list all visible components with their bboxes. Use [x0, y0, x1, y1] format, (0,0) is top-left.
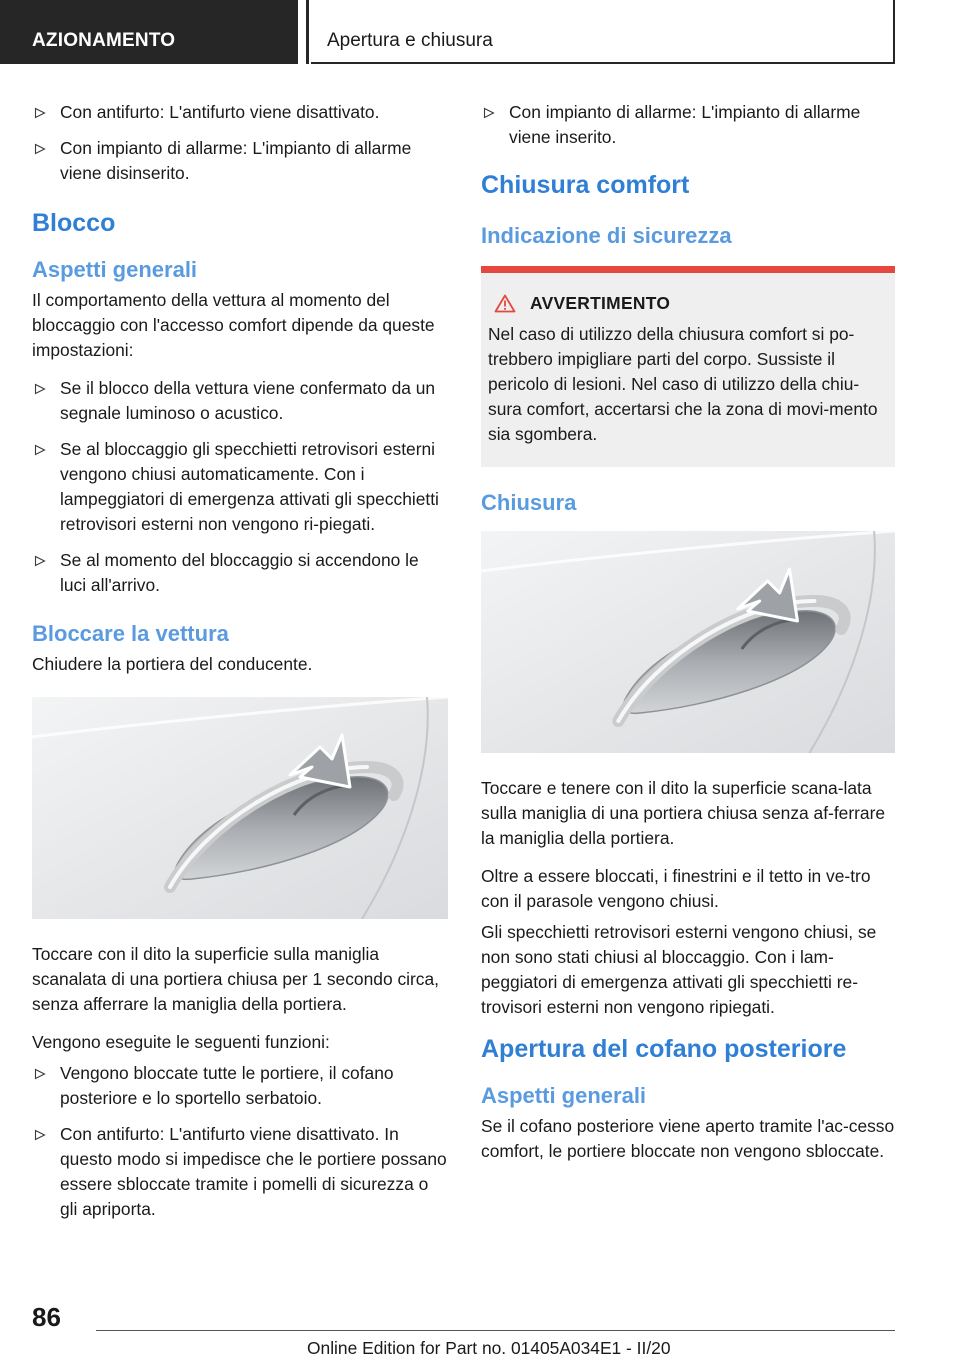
warning-title: AVVERTIMENTO: [488, 293, 887, 314]
triangle-bullet-icon: [483, 107, 495, 119]
list-item: Se al bloccaggio gli specchietti retrovisori esterni vengono chiusi automaticamente. Con i lampeggiatori di emergenza attivati gli specchietti retrovisori esterni non vengono ri‐piegati.: [32, 437, 448, 537]
touch-hold-paragraph: Toccare e tenere con il dito la superficie scana‐lata sulla maniglia di una portiera chiusa senza af‐ferrare la maniglia della portiera.: [481, 778, 886, 848]
heading-apertura-cofano: Apertura del cofano posteriore: [481, 1035, 847, 1063]
triangle-bullet-icon: [34, 444, 46, 456]
page-number: 86: [32, 1302, 61, 1332]
warning-text: Nel caso di utilizzo della chiusura comfort si po‐trebbero impigliare parti del corpo. Sussiste il pericolo di lesioni. Nel caso di utilizzo della chiu‐sura comfort, accertarsi che la zona di movi‐mento sia sgombera.: [488, 324, 878, 444]
warning-triangle-icon: [494, 294, 516, 313]
triangle-bullet-icon: [34, 143, 46, 155]
edition-footer: Online Edition for Part no. 01405A034E1 - II/20: [307, 1338, 671, 1358]
heading-indicazione-sicurezza: Indicazione di sicurezza: [481, 223, 732, 248]
list-item: Con antifurto: L'antifurto viene disattivato.: [32, 100, 448, 125]
list-item: Con antifurto: L'antifurto viene disattivato. In questo modo si impedisce che le portiere possano essere sbloccate tramite i pomelli di sicurezza o gli apriporta.: [32, 1122, 448, 1222]
list-item: Vengono bloccate tutte le portiere, il cofano posteriore e lo sportello serbatoio.: [32, 1061, 448, 1111]
triangle-bullet-icon: [34, 1068, 46, 1080]
page-header: [0, 0, 960, 66]
windows-paragraph: Oltre a essere bloccati, i finestrini e il tetto in ve‐tro con il parasole vengono chiusi.: [481, 866, 871, 911]
heading-bloccare-vettura: Bloccare la vettura: [32, 621, 229, 646]
bloccare-paragraph: Chiudere la portiera del conducente.: [32, 654, 313, 674]
heading-blocco: Blocco: [32, 209, 116, 237]
touch-paragraph: Toccare con il dito la superficie sulla maniglia scanalata di una portiera chiusa per 1 secondo circa, senza afferrare la maniglia della portiera.: [32, 944, 439, 1014]
list-item: Se il blocco della vettura viene confermato da un segnale luminoso o acustico.: [32, 376, 448, 426]
heading-cofano-aspetti-generali: Aspetti generali: [481, 1083, 647, 1108]
header-divider: [306, 0, 309, 64]
heading-aspetti-generali: Aspetti generali: [32, 257, 198, 282]
triangle-bullet-icon: [34, 1129, 46, 1141]
heading-chiusura-comfort: Chiusura comfort: [481, 171, 690, 199]
chapter-title: Apertura e chiusura: [311, 0, 895, 64]
warning-box: [481, 266, 895, 467]
list-item: Se al momento del bloccaggio si accendono le luci all'arrivo.: [32, 548, 448, 598]
mirrors-paragraph: Gli specchietti retrovisori esterni vengono chiusi, se non sono stati chiusi al bloccaggio. Con i lam‐peggiatori di emergenza attivati gli specchietti re‐trovisori esterni non vengono ripiegati.: [481, 922, 877, 1017]
aspetti-paragraph: Il comportamento della vettura al momento del bloccaggio con l'accesso comfort dipende da queste impostazioni:: [32, 290, 435, 360]
triangle-bullet-icon: [34, 555, 46, 567]
footer-divider: [96, 1330, 895, 1331]
cofano-paragraph: Se il cofano posteriore viene aperto tramite l'ac‐cesso comfort, le portiere bloccate non vengono sbloccate.: [481, 1116, 895, 1161]
right-column: [481, 100, 895, 1177]
heading-chiusura: Chiusura: [481, 490, 577, 515]
triangle-bullet-icon: [34, 383, 46, 395]
door-handle-illustration: [481, 531, 895, 753]
list-item: Con impianto di allarme: L'impianto di allarme viene inserito.: [481, 100, 895, 150]
triangle-bullet-icon: [34, 107, 46, 119]
list-item: Con impianto di allarme: L'impianto di allarme viene disinserito.: [32, 136, 448, 186]
functions-paragraph: Vengono eseguite le seguenti funzioni:: [32, 1032, 330, 1052]
left-column: [32, 100, 448, 1233]
door-handle-illustration: [32, 697, 448, 919]
section-tab: AZIONAMENTO: [0, 0, 298, 64]
